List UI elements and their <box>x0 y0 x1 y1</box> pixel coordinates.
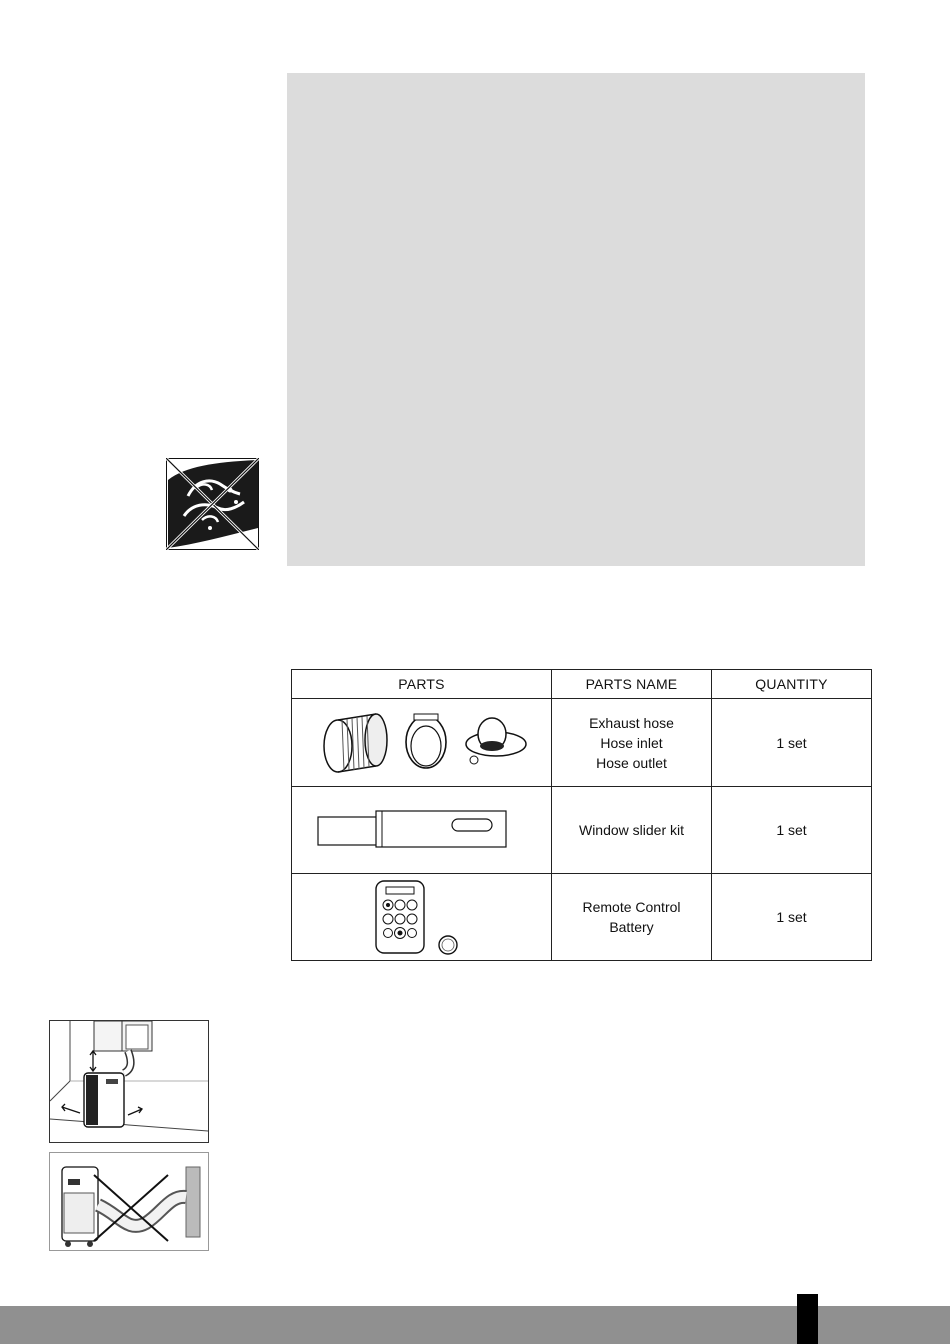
quantity-cell: 1 set <box>712 787 872 874</box>
remote-control-and-battery-illustration <box>302 875 542 955</box>
parts-image-cell <box>292 874 552 961</box>
no-water-hands-icon <box>166 458 259 550</box>
installation-clearance-figure <box>49 1020 209 1143</box>
parts-image-cell <box>292 699 552 787</box>
hose-bend-prohibited-figure <box>49 1152 209 1251</box>
part-name: Hose outlet <box>596 754 667 771</box>
part-name: Battery <box>609 919 654 935</box>
parts-image-cell <box>292 787 552 874</box>
header-quantity: QUANTITY <box>712 670 872 699</box>
header-parts-name: PARTS NAME <box>552 670 712 699</box>
quantity-cell: 1 set <box>712 874 872 961</box>
window-slider-illustration <box>302 803 542 853</box>
part-name: Exhaust hose <box>589 714 674 731</box>
page-marker <box>797 1294 818 1344</box>
table-row <box>292 874 872 961</box>
parts-table <box>291 669 872 961</box>
part-name: Remote Control <box>582 899 681 915</box>
table-header-row <box>292 670 872 699</box>
part-name: Window slider kit <box>578 822 685 838</box>
parts-name-cell <box>552 699 712 787</box>
quantity-cell: 1 set <box>712 699 872 787</box>
parts-name-cell <box>552 874 712 961</box>
grey-content-panel <box>287 73 865 566</box>
table-row <box>292 787 872 874</box>
table-row <box>292 699 872 787</box>
part-name: Hose inlet <box>600 734 663 751</box>
header-parts: PARTS <box>292 670 552 699</box>
parts-name-cell <box>552 787 712 874</box>
hose-and-connectors-illustration <box>302 700 542 780</box>
